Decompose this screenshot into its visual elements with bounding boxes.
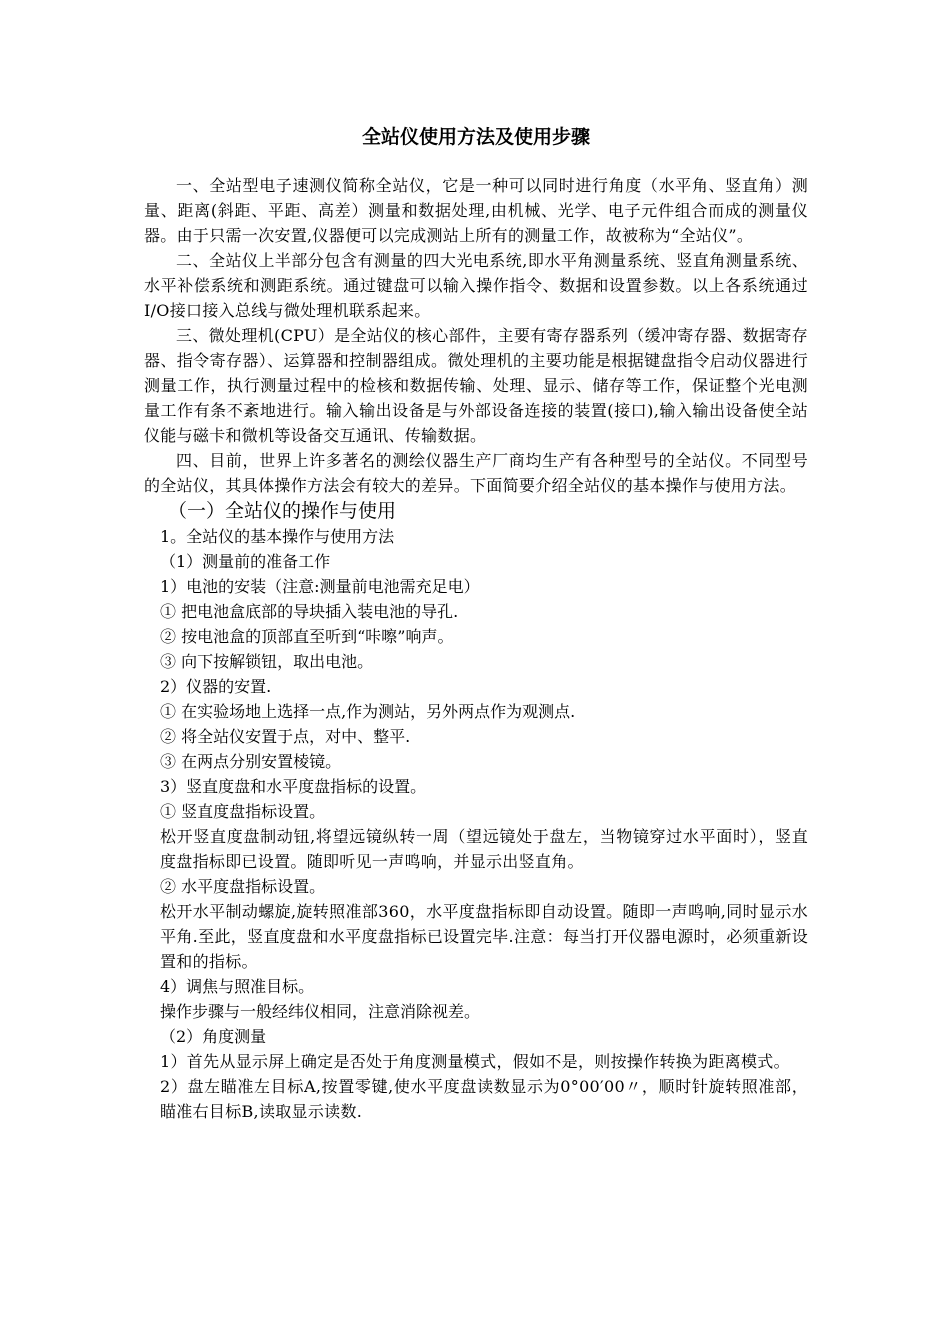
line-10: ③ 在两点分别安置棱镜。 <box>160 752 342 771</box>
paragraph-3: 三、微处理机(CPU）是全站仪的核心部件，主要有寄存器系列（缓冲寄存器、数据寄存器、指令寄存器）、运算器和控制器组成。微处理机的主要功能是根据键盘指令启动仪器进行测量工作，执行测量过程中的检核和数据传输、处理、显示、储存等工作，保证整个光电测量工作有条不紊地进行。输入输出设备是与外部设备连接的装置(接口),输入输出设备使全站仪能与磁卡和微机等设备交互通讯、传输数据。 <box>144 326 808 445</box>
line-9: ② 将全站仪安置于点，对中、整平. <box>160 727 411 746</box>
line-11: 3）竖直度盘和水平度盘指标的设置。 <box>160 777 427 796</box>
line-17: 操作步骤与一般经纬仪相同，注意消除视差。 <box>160 1002 481 1021</box>
line-1: 1。全站仪的基本操作与使用方法 <box>160 527 395 546</box>
line-5: ② 按电池盒的顶部直至听到“咔嚓”响声。 <box>160 627 454 646</box>
line-8: ① 在实验场地上选择一点,作为测站，另外两点作为观测点. <box>160 702 576 721</box>
line-19: 1）首先从显示屏上确定是否处于角度测量模式，假如不是，则按操作转换为距离模式。 <box>160 1052 790 1071</box>
paragraph-1: 一、全站型电子速测仪简称全站仪，它是一种可以同时进行角度（水平角、竖直角）测量、距离(斜距、平距、高差）测量和数据处理,由机械、光学、电子元件组合而成的测量仪器。由于只需一次安置,仪器便可以完成测站上所有的测量工作，故被称为“全站仪”。 <box>144 176 808 245</box>
line-2: （1）测量前的准备工作 <box>160 552 331 571</box>
line-3: 1）电池的安装（注意:测量前电池需充足电） <box>160 577 480 596</box>
line-20: 2）盘左瞄准左目标A,按置零键,使水平度盘读数显示为0°00′00〃，顺时针旋转照准部，瞄准右目标B,读取显示读数. <box>160 1077 808 1121</box>
line-14: ② 水平度盘指标设置。 <box>160 877 326 896</box>
paragraph-2: 二、全站仪上半部分包含有测量的四大光电系统,即水平角测量系统、竖直角测量系统、水平补偿系统和测距系统。通过键盘可以输入操作指令、数据和设置参数。以上各系统通过I/O接口接入总线与微处理机联系起来。 <box>144 251 808 320</box>
document-title: 全站仪使用方法及使用步骤 <box>361 126 590 148</box>
line-18: （2）角度测量 <box>160 1027 267 1046</box>
paragraph-4: 四、目前，世界上许多著名的测绘仪器生产厂商均生产有各种型号的全站仪。不同型号的全站仪，其具体操作方法会有较大的差异。下面简要介绍全站仪的基本操作与使用方法。 <box>144 451 808 495</box>
document-body <box>144 173 808 1124</box>
line-12: ① 竖直度盘指标设置。 <box>160 802 326 821</box>
section-heading: （一）全站仪的操作与使用 <box>168 500 397 522</box>
line-4: ① 把电池盒底部的导块插入装电池的导孔. <box>160 602 459 621</box>
line-16: 4）调焦与照准目标。 <box>160 977 315 996</box>
line-15: 松开水平制动螺旋,旋转照准部360，水平度盘指标即自动设置。随即一声鸣响,同时显示水平角.至此，竖直度盘和水平度盘指标已设置完毕.注意：每当打开仪器电源时，必须重新设置和的指标。 <box>160 902 808 971</box>
line-13: 松开竖直度盘制动钮,将望远镜纵转一周（望远镜处于盘左，当物镜穿过水平面时），竖直度盘指标即已设置。随即听见一声鸣响，并显示出竖直角。 <box>160 827 808 871</box>
line-7: 2）仪器的安置. <box>160 677 272 696</box>
line-6: ③ 向下按解锁钮，取出电池。 <box>160 652 374 671</box>
